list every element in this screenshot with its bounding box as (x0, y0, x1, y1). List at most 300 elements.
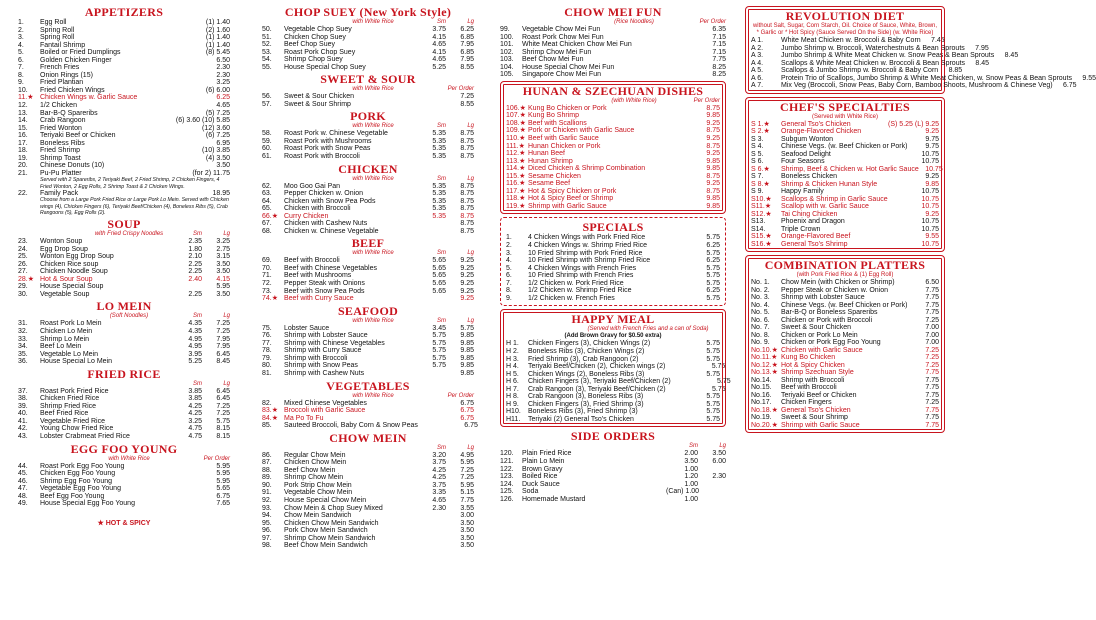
item-price: 10.75 (921, 150, 939, 158)
item-name: Fried Shrimp (3), Crab Rangoon (2) (528, 355, 639, 363)
menu-item (506, 257, 720, 265)
item-price-large: 8.75 (460, 145, 474, 153)
menu-item (506, 371, 720, 379)
item-price-large: 5.95 (216, 477, 230, 485)
item-name: Mix Veg (Broccoli, Snow Peas, Baby Corn, Bamboo Shoots, Mushroom & Chinese Veg) (781, 82, 1053, 89)
item-price-small (660, 188, 692, 196)
item-price-large: 8.75 (460, 137, 474, 145)
item-number: 2. (506, 242, 512, 250)
item-price-small (170, 478, 202, 486)
size-small-label (414, 86, 446, 93)
item-price-large: 6.35 (712, 26, 726, 33)
item-name: Sweet & Sour Chicken (781, 324, 852, 331)
item-name: Shrimp with Garlic Sauce (528, 202, 607, 210)
item-price-large: 5.75 (706, 279, 720, 287)
item-number: 7. (506, 279, 512, 287)
menu-item (751, 287, 939, 295)
item-price: 2.30 (216, 71, 230, 79)
menu-item (506, 408, 720, 416)
menu-item (506, 250, 720, 258)
item-price-large: 5.75 (706, 408, 720, 416)
item-number: No. 2. (751, 286, 770, 294)
section-subtitle (500, 19, 726, 26)
item-price-small: 5.65 (432, 264, 446, 272)
menu-section (18, 443, 230, 508)
item-number: 124. (500, 480, 514, 488)
section-note (332, 445, 414, 452)
item-name: 1/2 Chicken w. Pork Fried Rice (528, 279, 624, 287)
menu-item (751, 151, 939, 159)
item-price-large: 5.95 (460, 459, 474, 467)
menu-item (751, 309, 939, 317)
item-name: Shrimp with Broccoli (781, 376, 845, 384)
item-name: Chicken Fingers (3), Chicken Wings (2) (528, 340, 651, 348)
menu-item (506, 188, 720, 196)
item-price-large: 4.95 (460, 451, 474, 459)
item-price: 9.75 (925, 135, 939, 143)
item-name: Chicken with Snow Pea Pods (284, 197, 376, 205)
menu-section (18, 368, 230, 441)
item-price-small (666, 26, 698, 34)
menu-section (262, 110, 474, 160)
menu-section (745, 97, 945, 253)
item-price-small: 4.15 (432, 48, 446, 56)
item-price-small: 4.75 (188, 425, 202, 433)
item-price-large: 8.25 (712, 71, 726, 79)
item-price-small (666, 64, 698, 72)
menu-section (500, 6, 726, 79)
item-number: H 2. (506, 347, 519, 355)
item-name: Happy Family (781, 188, 824, 195)
item-number: 119.★ (506, 202, 526, 210)
item-price-large: 6.45 (216, 350, 230, 358)
item-price-large: 8.75 (460, 205, 474, 213)
item-price-small: 3.75 (432, 459, 446, 467)
size-large-label: Lg (223, 380, 230, 387)
item-number: S14. (751, 225, 766, 233)
size-small-label: Sm (437, 250, 446, 257)
item-price: 3.50 (216, 162, 230, 170)
item-price-large: 6.25 (460, 26, 474, 33)
item-number: 5. (18, 49, 24, 57)
item-number: 110.★ (506, 135, 526, 143)
section-note: with White Rice (352, 175, 394, 182)
item-price-large: 7.25 (460, 474, 474, 482)
item-price-small (660, 250, 692, 258)
menu-item (751, 121, 939, 129)
item-number: 120. (500, 450, 514, 458)
menu-section (500, 430, 726, 503)
item-price-large: 5.75 (706, 294, 720, 302)
item-name: Hunan Chicken or Pork (528, 142, 601, 150)
item-name: Ma Po To Fu (284, 414, 324, 422)
item-price-small: 4.35 (188, 327, 202, 335)
item-number: 59. (262, 137, 272, 145)
item-number: H 8. (506, 393, 519, 401)
item-name: Chicken w. Chinese Vegetable (284, 227, 379, 235)
menu-item (751, 181, 939, 189)
item-number: 58. (262, 130, 272, 138)
item-price-small (660, 120, 692, 128)
item-price-small: 4.25 (188, 410, 202, 418)
section-title: CHOW MEI FUN (564, 5, 662, 19)
item-price-large: 8.75 (460, 182, 474, 190)
menu-item (262, 325, 474, 333)
item-number: 55. (262, 63, 272, 71)
item-number: 8. (506, 287, 512, 295)
item-price: 7.75 (925, 294, 939, 301)
item-number: 82. (262, 399, 272, 407)
item-name: Shrimp Egg Foo Young (40, 477, 112, 485)
item-number: 93. (262, 504, 272, 512)
menu-item (18, 425, 230, 433)
item-number: 20. (18, 162, 28, 170)
item-name: Chicken Rice soup (40, 260, 99, 268)
item-price-large: 7.25 (216, 410, 230, 418)
item-number: 65. (262, 205, 272, 213)
menu-item (18, 470, 230, 478)
menu-item (262, 400, 474, 408)
item-name: House Special Soup (40, 283, 104, 291)
menu-item (751, 233, 939, 241)
menu-item (18, 147, 230, 155)
item-price: 2.30 (216, 64, 230, 72)
item-name: Crab Rangoon (3), Boneless Ribs (3) (528, 393, 644, 401)
item-name: Lobster Sauce (284, 324, 330, 332)
section-subtitle (262, 250, 474, 257)
item-price-small (666, 56, 698, 64)
item-number: H 3. (506, 355, 519, 363)
section-subtitle (18, 381, 230, 388)
menu-item (751, 317, 939, 325)
item-name: Beef Chow Mein (284, 466, 336, 474)
item-price-small: 3.45 (432, 324, 446, 332)
section-note: with White Rice (352, 123, 394, 130)
item-name: Pork or Chicken with Garlic Sauce (528, 127, 635, 135)
item-price-small (414, 415, 446, 423)
item-price-small (660, 272, 692, 280)
item-name: Teriyaki Beef/Chicken (2), Chicken wings (2) (528, 363, 666, 371)
item-number: 44. (18, 462, 28, 470)
item-name: Orange-Flavored Chicken (781, 128, 862, 135)
item-price-large: 9.25 (706, 135, 720, 143)
item-name: Hot & Spicy Chicken or Pork (528, 187, 617, 195)
item-price-large: 8.45 (216, 358, 230, 366)
item-name: Crab Rangoon (40, 117, 86, 125)
item-price-large: 9.85 (706, 165, 720, 173)
item-price: 7.25 (925, 399, 939, 406)
item-name: Sweet & Sour Shrimp (284, 100, 351, 108)
item-number: 43. (18, 432, 28, 440)
item-price: 9.55 (1082, 74, 1096, 82)
menu-item (751, 37, 945, 45)
menu-item (751, 369, 939, 377)
menu-item (18, 478, 230, 486)
menu-item (500, 26, 726, 34)
item-price-large: 5.15 (460, 489, 474, 497)
item-name: Hot & Spicy Beef or Shrimp (528, 195, 614, 203)
item-number: 100. (500, 33, 514, 41)
item-price-large: 6.85 (460, 33, 474, 41)
item-name: Beef with Garlic Sauce (528, 135, 599, 143)
menu-item (262, 198, 474, 206)
item-price-large: 9.85 (706, 202, 720, 210)
item-price-small (666, 386, 698, 394)
item-number: 60. (262, 145, 272, 153)
item-price-large: 6.25 (706, 257, 720, 265)
item-price-large (698, 466, 726, 474)
item-description: Served with 2 Spareribs, 2 Teriyaki Beef, 2 Fried Shrimp, 2 Chicken Fingers, 4 Fried Wonton, 2 Egg Rolls, 2 Shrimp Toast & 2 Chicken Wings. (40, 177, 220, 190)
item-price: 9.75 (925, 143, 939, 150)
menu-item (506, 143, 720, 151)
section-title: BEEF (351, 236, 385, 251)
item-price-large: 6.75 (460, 399, 474, 407)
menu-item (506, 348, 720, 356)
menu-item (751, 52, 1019, 60)
item-price-small (414, 520, 446, 528)
item-price: 7.75 (925, 406, 939, 414)
item-price-large: 6.25 (706, 242, 720, 250)
item-price: 3.25 (216, 79, 230, 87)
item-name: Mixed Chinese Vegetables (284, 399, 367, 407)
menu-item (262, 205, 474, 213)
item-number: 24. (18, 245, 28, 253)
menu-item (506, 127, 720, 135)
item-price-small (660, 257, 692, 265)
item-price-small: 5.35 (432, 197, 446, 205)
menu-item (751, 211, 939, 219)
item-number: 126. (500, 495, 514, 503)
item-number: 51. (262, 33, 272, 41)
item-price-small: 4.95 (188, 343, 202, 351)
item-price-large: 9.85 (460, 332, 474, 340)
item-price-small (660, 150, 692, 158)
item-name: Egg Drop Soup (40, 245, 88, 253)
menu-item (262, 535, 474, 543)
item-name: Jumbo Shrimp w. Broccoli, Waterchestnuts & Bean Sprouts (781, 44, 965, 52)
item-price-large: 6.75 (460, 414, 474, 422)
item-price-large: 8.75 (460, 212, 474, 220)
item-price-large: 6.45 (216, 395, 230, 403)
item-name: Roast Pork Egg Foo Young (40, 462, 125, 470)
menu-item (751, 354, 939, 362)
item-price-small (414, 93, 446, 101)
item-number: S 4. (751, 143, 764, 150)
item-price-small (418, 422, 450, 430)
item-price-small (665, 363, 697, 371)
menu-item (262, 512, 474, 520)
menu-section (262, 432, 474, 550)
item-name: Four Seasons (781, 158, 825, 165)
menu-section (745, 255, 945, 433)
menu-item (506, 165, 720, 173)
item-number: 84.★ (262, 414, 279, 422)
section-subtitle (506, 98, 720, 105)
item-number: 106.★ (506, 104, 526, 112)
item-number: 56. (262, 93, 272, 101)
item-name: House Special Egg Foo Young (40, 500, 135, 508)
item-price-large: 5.75 (706, 272, 720, 280)
item-name: Chinese Vegs. (w. Beef Chicken or Pork) (781, 301, 908, 309)
size-large-label: Per Order (447, 86, 474, 93)
item-price-small: 5.35 (432, 130, 446, 138)
section-title: CHOP SUEY (New York Style) (284, 5, 452, 19)
menu-item (262, 56, 474, 64)
item-price: 10.75 (921, 203, 939, 210)
item-name: Chicken or Pork Lo Mein (781, 331, 858, 339)
item-price-large: 9.85 (460, 354, 474, 362)
item-name: Shrimp with Lobster Sauce (781, 294, 865, 301)
menu-item (262, 340, 474, 348)
item-name: Diced Chicken & Shrimp Combination (528, 165, 646, 173)
size-small-label: Sm (437, 317, 446, 324)
section-subtitle (18, 231, 230, 238)
size-large-label: Lg (467, 19, 474, 25)
item-name: Orange-Flavored Beef (781, 233, 851, 240)
menu-item (18, 57, 230, 65)
menu-item (262, 272, 474, 280)
menu-item (18, 320, 230, 328)
item-number: No. 8. (751, 331, 770, 339)
menu-item (18, 27, 230, 35)
item-price-small (660, 280, 692, 288)
item-number: S16.★ (751, 240, 772, 248)
item-price-small: 4.65 (432, 56, 446, 64)
size-large-label: Lg (467, 444, 474, 451)
item-price-small: 4.65 (432, 41, 446, 49)
item-name: Teriyaki (2) General Tso's Chicken (528, 415, 634, 423)
item-price-large: 8.75 (460, 197, 474, 205)
item-number: 62. (262, 182, 272, 190)
item-number: H 1. (506, 340, 519, 348)
menu-item (751, 158, 939, 166)
item-name: Shrimp Fried Rice (40, 402, 97, 410)
item-price-small (660, 180, 692, 188)
item-number: A 6. (751, 74, 764, 82)
item-name: Chicken Fingers (781, 399, 832, 406)
item-price: 7.75 (925, 414, 939, 421)
item-price-large: 5.75 (706, 400, 720, 408)
item-price-large: 6.45 (216, 387, 230, 395)
item-name: Brown Gravy (522, 465, 563, 473)
menu-item (262, 257, 474, 265)
item-number: S 3. (751, 135, 764, 143)
item-price-small: 3.85 (188, 387, 202, 395)
menu-item (751, 339, 939, 347)
section-subtitle (262, 393, 474, 400)
item-name: 1/2 Chicken w. French Fries (528, 294, 615, 302)
item-name: Hunan Shrimp (528, 157, 573, 165)
item-number: 34. (18, 343, 28, 351)
item-price-small (666, 34, 698, 42)
item-name: Spring Roll (40, 26, 75, 34)
section-title: APPETIZERS (84, 5, 164, 19)
item-number: 1. (506, 234, 512, 242)
size-large-label: Per Order (203, 455, 230, 462)
item-name: Chow Mein (with Chicken or Shrimp) (781, 279, 895, 286)
menu-item (18, 155, 230, 163)
item-price-large: 3.50 (460, 542, 474, 550)
section-subtitle (18, 456, 230, 463)
item-name: Fried Wonton (40, 124, 82, 132)
item-price-large: 9.85 (706, 112, 720, 120)
item-number: No.16. (751, 391, 772, 399)
item-name: Scallops & Jumbo Shrimp w. Broccoli & Baby Corn (781, 67, 939, 74)
section-subtitle (500, 443, 726, 450)
item-number: S 2.★ (751, 128, 770, 135)
item-name: Shrimp Chow Mein (284, 474, 344, 482)
item-name: Roast Pork Lo Mein (40, 320, 102, 328)
item-number: 115.★ (506, 172, 526, 180)
item-number: 57. (262, 100, 272, 108)
menu-item (506, 150, 720, 158)
column-3 (500, 5, 731, 505)
item-price-small (414, 535, 446, 543)
item-number: 64. (262, 197, 272, 205)
size-small-label: Sm (193, 380, 202, 387)
item-name: Onion Rings (15) (40, 71, 93, 79)
item-price-large: 9.25 (460, 272, 474, 280)
section-note: with White Rice (352, 86, 394, 93)
item-name: Bar-B-Q or Boneless Spareribs (781, 309, 878, 316)
item-name: 10 Fried Shrimp with Shrimp Fried Rice (528, 257, 651, 265)
item-number: 23. (18, 238, 28, 246)
menu-item (506, 173, 720, 181)
item-number: 123. (500, 473, 514, 481)
item-price-large: 8.75 (706, 142, 720, 150)
item-price-large: 9.25 (706, 150, 720, 158)
item-price: 4.65 (216, 102, 230, 110)
menu-item (18, 79, 230, 87)
menu-item (751, 294, 939, 302)
item-name: Pepper Steak or Chicken w. Onion (781, 286, 889, 294)
menu-item (506, 295, 720, 303)
item-name: Sweet & Sour Shrimp (781, 414, 848, 421)
menu-item (500, 64, 726, 72)
menu-item (18, 72, 230, 80)
menu-item (262, 489, 474, 497)
item-number: 89. (262, 474, 272, 482)
item-number: 19. (18, 154, 28, 162)
menu-item (500, 466, 726, 474)
item-name: 4 Chicken Wings w. Shrimp Fried Rice (528, 242, 648, 250)
menu-item (262, 347, 474, 355)
item-price-small (666, 71, 698, 79)
section-note: (with White Rice) (611, 97, 657, 104)
item-name: Protein Trio of Scallops, Jumbo Shrimp & White Meat Chicken, w. Snow Peas & Bean Sprouts (781, 74, 1073, 82)
menu-item (18, 493, 230, 501)
menu-item (751, 203, 939, 211)
item-name: General Tso's Chicken (781, 120, 851, 128)
menu-item (18, 276, 230, 284)
menu-item (751, 82, 1077, 90)
item-name: Roast Pork with Snow Peas (284, 145, 371, 153)
item-name: Duck Sauce (522, 480, 560, 488)
item-price: 6.75 (1062, 82, 1077, 89)
item-price: 10.75 (921, 195, 939, 203)
item-number: 92. (262, 496, 272, 504)
item-price-large: 8.75 (460, 153, 474, 161)
item-price-small: 5.75 (432, 332, 446, 340)
item-number: 103. (500, 56, 514, 64)
item-number: A 5. (751, 67, 764, 74)
section-title: CHEF'S SPECIALTIES (779, 99, 910, 114)
item-number: 118.★ (506, 195, 526, 203)
item-name: Shrimp with Curry Sauce (284, 347, 362, 355)
menu-item (506, 356, 720, 364)
item-price-small (660, 340, 692, 348)
item-name: Fried Chicken Wings (40, 86, 105, 94)
